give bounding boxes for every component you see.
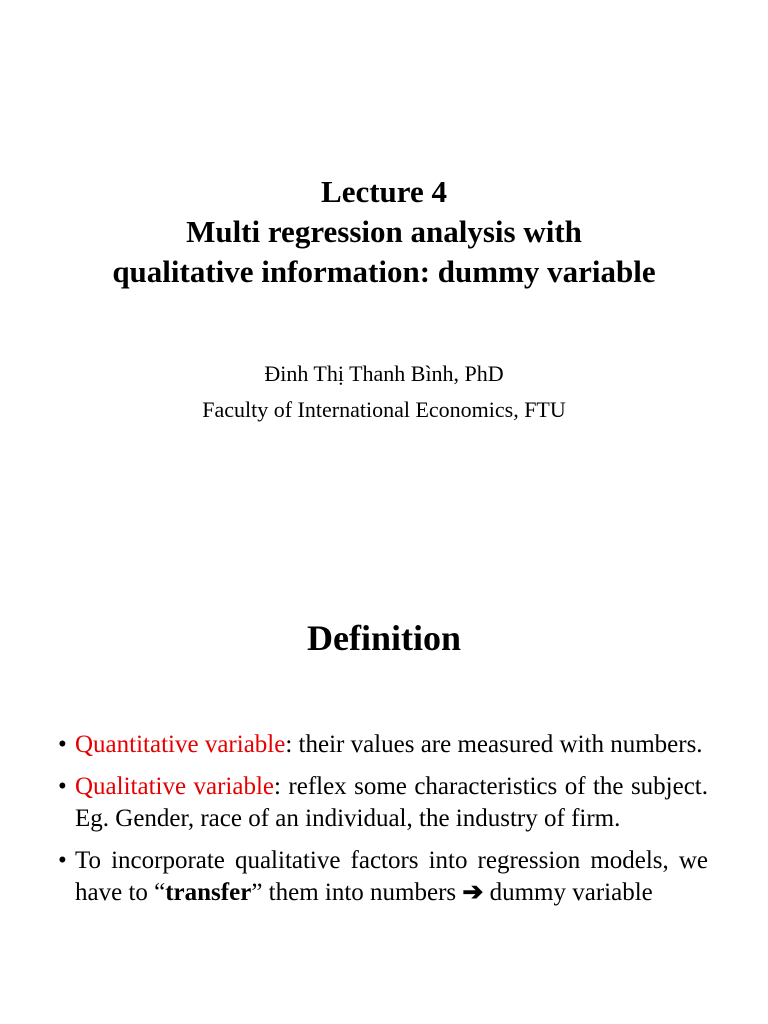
author-info [0,356,768,428]
author-affiliation: Faculty of International Economics, FTU [202,397,566,422]
bullet-dot-icon: • [58,773,67,800]
bullet-quantitative-text: : their values are measured with numbers. [285,731,703,758]
lecture-title [0,172,768,292]
author-name: Đinh Thị Thanh Bình, PhD [264,361,504,386]
bullet-qualitative-text: : reflex some characteristics of the subject. Eg. Gender, race of an individual, the industry of firm. [75,773,709,832]
slide-definition [0,512,768,1024]
term-qualitative-variable: Qualitative variable [75,773,275,800]
title-line-topic-2: qualitative information: dummy variable [112,254,656,289]
title-line-lecture-number: Lecture 4 [321,174,447,209]
arrow-right-icon: ➔ [462,879,484,906]
title-line-topic-1: Multi regression analysis with [186,214,582,249]
bullet-qualitative [58,771,708,835]
bullet-quantitative [58,729,708,761]
bullet-incorporate-text-after: ” them into numbers [251,879,463,906]
term-quantitative-variable: Quantitative variable [75,731,286,758]
bullet-dot-icon: • [58,731,67,758]
bullet-dot-icon: • [58,847,67,874]
bullet-incorporate-text-before: To incorporate qualitative factors into regression models, we have to “ [75,847,708,906]
definition-bullet-list [58,729,708,919]
emphasis-transfer: transfer [165,879,252,906]
definition-heading: Definition [306,618,461,658]
bullet-incorporate-text-end: dummy variable [483,879,653,906]
bullet-incorporate [58,845,708,909]
